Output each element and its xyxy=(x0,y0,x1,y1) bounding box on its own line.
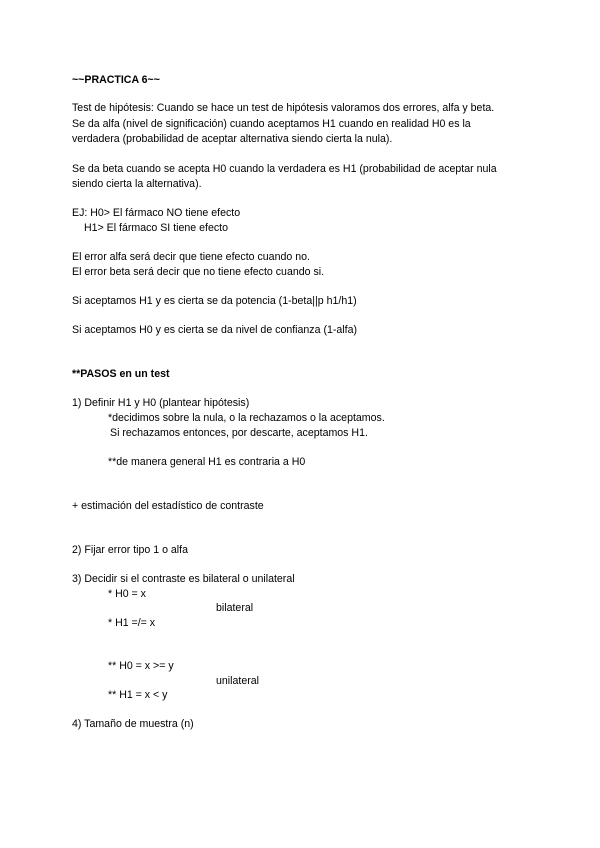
unilateral-h0: ** H0 = x >= y xyxy=(108,660,174,672)
step-3-title: 3) Decidir si el contraste es bilateral o unilateral xyxy=(72,573,295,585)
potencia-text: Si aceptamos H1 y es cierta se da potencia (1-beta||p h1/h1) xyxy=(72,295,357,307)
intro-paragraph-2-line: siendo cierta la alternativa). xyxy=(72,178,202,190)
intro-paragraph-1-line: Se da alfa (nivel de significación) cuando aceptamos H1 cuando en realidad H0 es la xyxy=(72,118,471,130)
page-title: ~~PRACTICA 6~~ xyxy=(72,74,160,86)
error-alfa-text: El error alfa será decir que tiene efecto cuando no. xyxy=(72,251,310,263)
example-h0: EJ: H0> El fármaco NO tiene efecto xyxy=(72,207,241,219)
step-2-title: 2) Fijar error tipo 1 o alfa xyxy=(72,544,188,556)
intro-paragraph-1-line: verdadera (probabilidad de aceptar alternativa siendo cierta la nula). xyxy=(72,133,393,145)
intro-paragraph-2-line: Se da beta cuando se acepta H0 cuando la verdadera es H1 (probabilidad de aceptar nula xyxy=(72,163,497,175)
steps-heading: **PASOS en un test xyxy=(72,368,170,380)
unilateral-h1: ** H1 = x < y xyxy=(108,689,168,701)
step-1-title: 1) Definir H1 y H0 (plantear hipótesis) xyxy=(72,397,250,409)
step-4-title: 4) Tamaño de muestra (n) xyxy=(72,718,194,730)
example-h1: H1> El fármaco SI tiene efecto xyxy=(84,222,228,234)
step-1-note: **de manera general H1 es contraria a H0 xyxy=(108,456,306,468)
step-1-note: Si rechazamos entonces, por descarte, aceptamos H1. xyxy=(110,427,368,439)
error-beta-text: El error beta será decir que no tiene efecto cuando si. xyxy=(72,266,325,278)
confianza-text: Si aceptamos H0 y es cierta se da nivel de confianza (1-alfa) xyxy=(72,324,357,336)
estimation-text: + estimación del estadístico de contraste xyxy=(72,500,264,512)
step-1-note: *decidimos sobre la nula, o la rechazamos o la aceptamos. xyxy=(108,412,385,424)
unilateral-label: unilateral xyxy=(216,675,259,687)
bilateral-h1: * H1 =/= x xyxy=(108,617,156,629)
intro-paragraph-1-line: Test de hipótesis: Cuando se hace un test de hipótesis valoramos dos errores, alfa y beta. xyxy=(72,102,495,114)
bilateral-label: bilateral xyxy=(216,602,254,614)
bilateral-h0: * H0 = x xyxy=(108,588,146,600)
